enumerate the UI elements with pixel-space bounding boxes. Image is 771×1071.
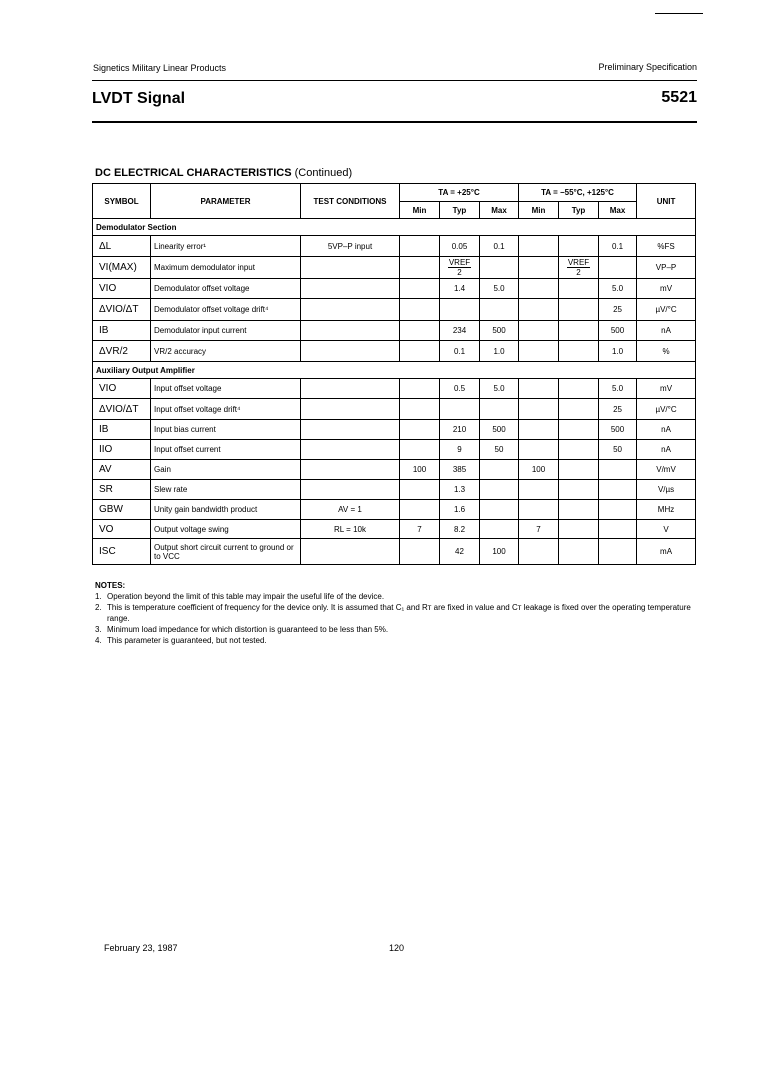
corner-rule [655,13,703,14]
col-max-2: Max [599,202,637,219]
cell-conditions [301,279,400,299]
cell-typ1: 0.1 [440,341,480,362]
cell-typ2 [559,321,599,341]
cell-parameter: Input bias current [151,420,301,440]
notes-list [95,591,705,646]
group-header-row [93,219,696,236]
cell-min1 [400,236,440,257]
col-unit: UNIT [637,184,696,219]
cell-unit: V/mV [637,460,696,480]
cell-symbol: ΔVIO/ΔT [93,399,151,420]
part-number: 5521 [661,89,697,106]
table-row [93,279,696,299]
fraction-numerator: VREF [448,258,471,267]
cell-max1: 5.0 [480,279,519,299]
cell-parameter: VR/2 accuracy [151,341,301,362]
cell-min2 [519,539,559,565]
note-item [95,624,705,635]
title-rule [92,121,697,123]
cell-conditions: RL = 10k [301,520,400,539]
cell-unit: nA [637,321,696,341]
section-title [95,167,352,179]
cell-max2: 5.0 [599,379,637,399]
cell-typ1: 1.4 [440,279,480,299]
note-item [95,635,705,646]
dc-characteristics-table [92,183,696,565]
table-row [93,257,696,279]
cell-conditions [301,420,400,440]
table-row [93,420,696,440]
cell-max1: 500 [480,420,519,440]
cell-conditions [301,480,400,500]
cell-max2 [599,460,637,480]
cell-typ2 [559,440,599,460]
table-row [93,520,696,539]
cell-min1: 100 [400,460,440,480]
note-item [95,602,705,624]
cell-min1 [400,299,440,321]
cell-symbol: ΔL [93,236,151,257]
note-number: 1. [95,592,102,601]
cell-typ2 [559,399,599,420]
cell-symbol: ΔVR/2 [93,341,151,362]
cell-parameter: Maximum demodulator input [151,257,301,279]
cell-conditions [301,539,400,565]
cell-min2 [519,399,559,420]
cell-max2: 500 [599,420,637,440]
group-title: Demodulator Section [93,219,696,236]
table-row [93,539,696,565]
header-product-line: Signetics Military Linear Products [93,63,227,73]
cell-max1: 0.1 [480,236,519,257]
cell-typ2 [559,299,599,321]
cell-conditions [301,460,400,480]
cell-conditions [301,440,400,460]
col-max-1: Max [480,202,519,219]
cell-min1 [400,279,440,299]
cell-typ2 [559,539,599,565]
cell-max1 [480,399,519,420]
section-title-suffix: (Continued) [291,167,353,179]
cell-conditions [301,379,400,399]
cell-min2 [519,341,559,362]
cell-typ1: 210 [440,420,480,440]
col-typ-2: Typ [559,202,599,219]
cell-typ2 [559,480,599,500]
cell-symbol: VIO [93,279,151,299]
notes [95,580,705,646]
col-parameter: PARAMETER [151,184,301,219]
cell-unit: nA [637,440,696,460]
cell-min2 [519,480,559,500]
cell-typ1 [440,299,480,321]
cell-max1 [480,500,519,520]
section-title-main: DC ELECTRICAL CHARACTERISTICS [95,167,292,179]
cell-min1 [400,379,440,399]
cell-max1 [480,520,519,539]
cell-typ2 [559,420,599,440]
cell-max2: 25 [599,399,637,420]
table-row [93,321,696,341]
table-row [93,379,696,399]
header-doc-status: Preliminary Specification [598,62,697,72]
cell-max2 [599,257,637,279]
cell-typ2 [559,520,599,539]
cell-max2: 0.1 [599,236,637,257]
cell-min1: 7 [400,520,440,539]
cell-typ1: 385 [440,460,480,480]
cell-parameter: Output voltage swing [151,520,301,539]
cell-max1 [480,299,519,321]
cell-min2 [519,379,559,399]
cell-typ2 [559,236,599,257]
cell-symbol: GBW [93,500,151,520]
notes-heading: NOTES: [95,581,126,590]
cell-typ1: 8.2 [440,520,480,539]
col-min-2: Min [519,202,559,219]
col-conditions: TEST CONDITIONS [301,184,400,219]
cell-min2: 100 [519,460,559,480]
cell-symbol: AV [93,460,151,480]
col-min-1: Min [400,202,440,219]
cell-unit: µV/°C [637,399,696,420]
cell-parameter: Input offset voltage [151,379,301,399]
cell-parameter: Input offset voltage drift⁴ [151,399,301,420]
cell-parameter: Demodulator input current [151,321,301,341]
cell-conditions [301,257,400,279]
cell-unit: mV [637,379,696,399]
vref-fraction [567,258,590,277]
cell-min1 [400,500,440,520]
cell-max1 [480,257,519,279]
cell-min1 [400,257,440,279]
cell-typ1: 1.3 [440,480,480,500]
note-number: 2. [95,603,102,612]
cell-min2 [519,299,559,321]
cell-typ1: 9 [440,440,480,460]
cell-unit: %FS [637,236,696,257]
fraction-denominator: 2 [576,268,581,277]
cell-typ1: 42 [440,539,480,565]
table-row [93,500,696,520]
cell-min1 [400,420,440,440]
cell-max2: 5.0 [599,279,637,299]
cell-conditions [301,299,400,321]
note-number: 3. [95,625,102,634]
cell-unit: V/µs [637,480,696,500]
cell-typ2 [559,257,599,279]
header-rule [92,80,697,81]
cell-typ1: 0.05 [440,236,480,257]
cell-parameter: Linearity error¹ [151,236,301,257]
cell-parameter: Slew rate [151,480,301,500]
cell-min2: 7 [519,520,559,539]
cell-max2: 500 [599,321,637,341]
page-number: 120 [389,943,405,953]
cell-max2 [599,480,637,500]
col-temp-range: TA = −55°C, +125°C [519,184,637,202]
cell-min1 [400,341,440,362]
table-row [93,341,696,362]
cell-unit: MHz [637,500,696,520]
cell-typ1: 0.5 [440,379,480,399]
note-text: This is temperature coefficient of frequency for the device only. It is assumed that C₁ and Rᴛ are fixed in value and Cᴛ leakage is fixed over the operating temperature range. [107,603,691,623]
cell-symbol: IIO [93,440,151,460]
note-text: Minimum load impedance for which distortion is guaranteed to be less than 5%. [107,625,389,634]
group-title: Auxiliary Output Amplifier [93,362,696,379]
cell-symbol: IB [93,420,151,440]
cell-parameter: Demodulator offset voltage [151,279,301,299]
cell-conditions [301,341,400,362]
cell-unit: mV [637,279,696,299]
cell-typ2 [559,341,599,362]
cell-parameter: Input offset current [151,440,301,460]
cell-conditions [301,399,400,420]
cell-unit: µV/°C [637,299,696,321]
table-row [93,460,696,480]
table-row [93,399,696,420]
fraction-denominator: 2 [457,268,462,277]
cell-max1: 500 [480,321,519,341]
col-typ-1: Typ [440,202,480,219]
cell-max1: 1.0 [480,341,519,362]
table-body [93,219,696,565]
vref-fraction [448,258,471,277]
group-header-row [93,362,696,379]
table-row [93,299,696,321]
table-row [93,480,696,500]
cell-conditions: AV = 1 [301,500,400,520]
cell-symbol: VO [93,520,151,539]
cell-unit: nA [637,420,696,440]
cell-min2 [519,236,559,257]
cell-max2 [599,539,637,565]
table-row [93,440,696,460]
cell-symbol: VIO [93,379,151,399]
cell-min2 [519,440,559,460]
table-row [93,236,696,257]
note-item [95,591,705,602]
cell-conditions: 5VP–P input [301,236,400,257]
cell-unit: V [637,520,696,539]
cell-typ2 [559,279,599,299]
cell-typ2 [559,460,599,480]
footer-date: February 23, 1987 [104,943,178,953]
cell-min1 [400,539,440,565]
cell-min2 [519,420,559,440]
note-text: Operation beyond the limit of this table may impair the useful life of the device. [107,592,385,601]
cell-symbol: ISC [93,539,151,565]
cell-symbol: IB [93,321,151,341]
col-temp-25: TA = +25°C [400,184,519,202]
cell-max2 [599,520,637,539]
cell-min2 [519,279,559,299]
cell-symbol: VI(MAX) [93,257,151,279]
cell-conditions [301,321,400,341]
cell-unit: % [637,341,696,362]
cell-parameter: Output short circuit current to ground or to VCC [151,539,301,565]
cell-typ1: 234 [440,321,480,341]
cell-parameter: Gain [151,460,301,480]
cell-typ2 [559,379,599,399]
cell-symbol: SR [93,480,151,500]
cell-max1: 50 [480,440,519,460]
cell-parameter: Unity gain bandwidth product [151,500,301,520]
cell-max1: 100 [480,539,519,565]
cell-unit: VP–P [637,257,696,279]
cell-max1 [480,480,519,500]
cell-min1 [400,399,440,420]
cell-typ1 [440,399,480,420]
cell-min2 [519,257,559,279]
cell-max2: 50 [599,440,637,460]
cell-min1 [400,321,440,341]
cell-typ1: 1.6 [440,500,480,520]
cell-min1 [400,440,440,460]
cell-max1: 5.0 [480,379,519,399]
cell-max2: 25 [599,299,637,321]
note-number: 4. [95,636,102,645]
cell-typ2 [559,500,599,520]
cell-typ1 [440,257,480,279]
cell-max2 [599,500,637,520]
cell-unit: mA [637,539,696,565]
cell-max1 [480,460,519,480]
cell-min1 [400,480,440,500]
page-title: LVDT Signal [92,90,186,107]
col-symbol: SYMBOL [93,184,151,219]
cell-min2 [519,321,559,341]
cell-parameter: Demodulator offset voltage drift⁴ [151,299,301,321]
fraction-numerator: VREF [567,258,590,267]
note-text: This parameter is guaranteed, but not tested. [107,636,267,645]
cell-min2 [519,500,559,520]
cell-symbol: ΔVIO/ΔT [93,299,151,321]
cell-max2: 1.0 [599,341,637,362]
